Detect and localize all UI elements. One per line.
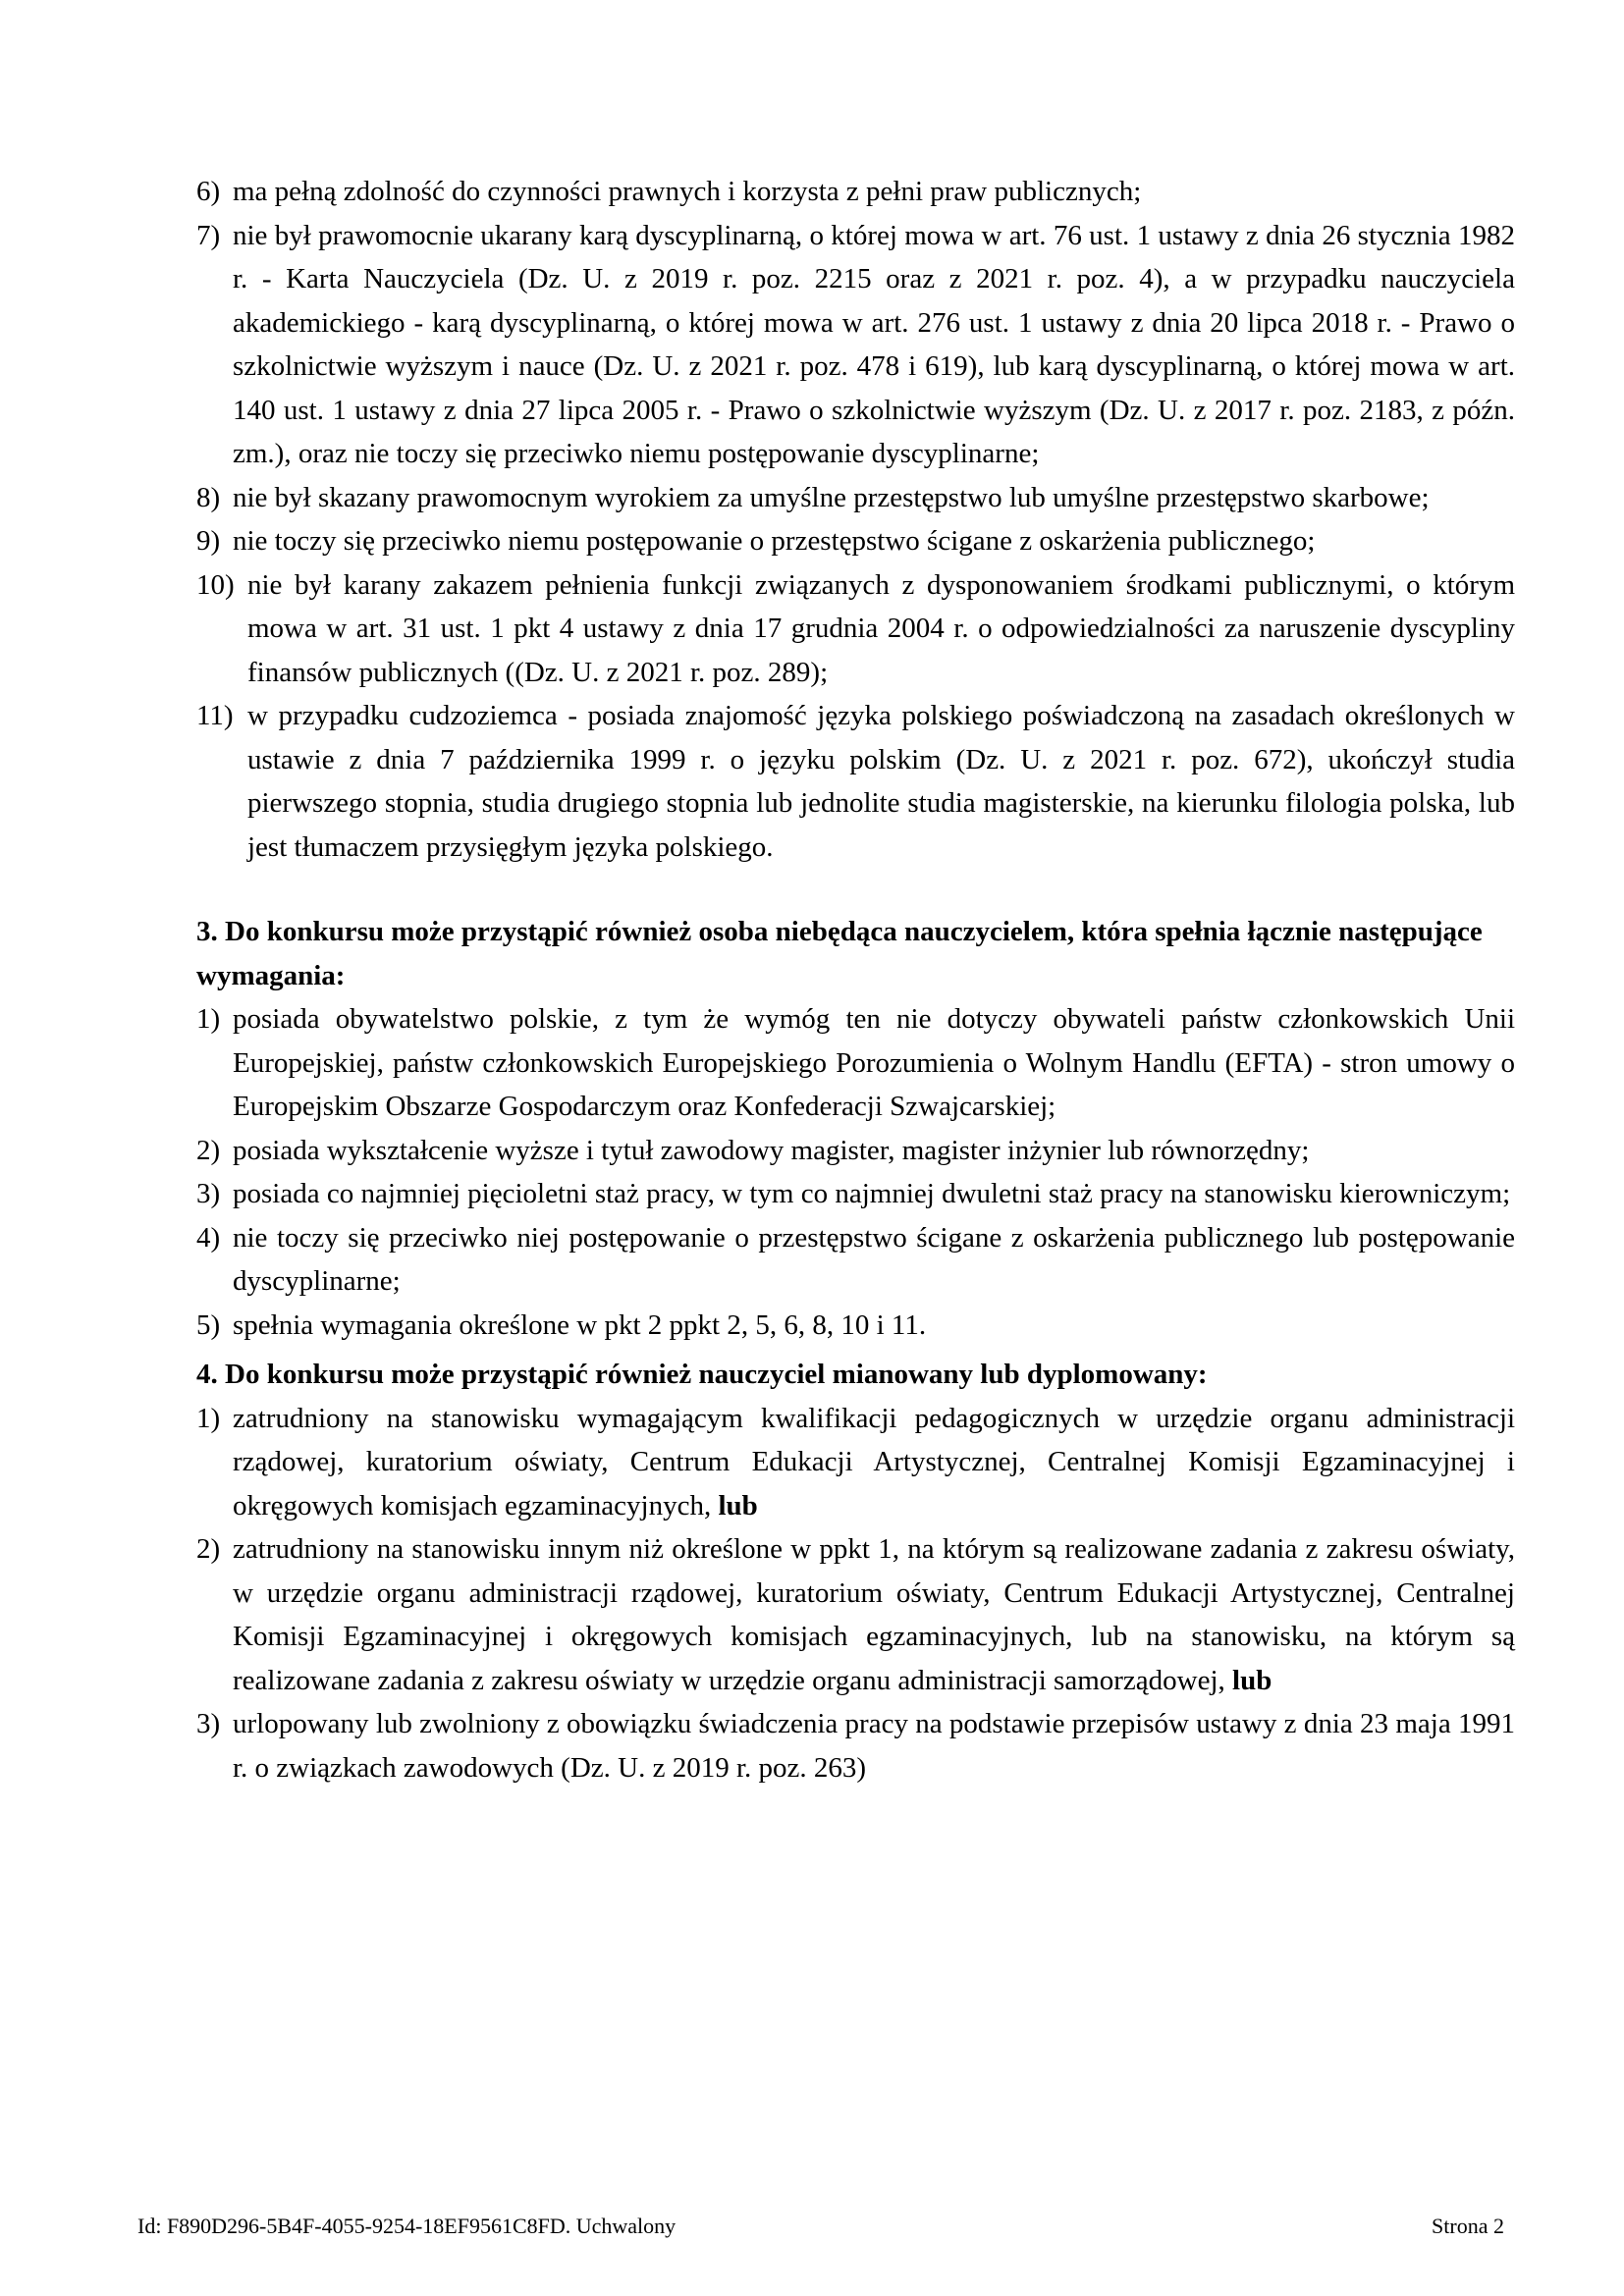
item-text: nie toczy się przeciwko niej postępowanie o przestępstwo ścigane z oskarżenia publicznego lub postępowanie dyscyplinarne; bbox=[233, 1221, 1515, 1297]
item-number: 2) bbox=[196, 1533, 221, 1565]
item-text: ma pełną zdolność do czynności prawnych i korzysta z pełni praw publicznych; bbox=[233, 176, 1142, 207]
item-number: 2) bbox=[196, 1134, 221, 1166]
list-item bbox=[196, 563, 1515, 695]
list-item bbox=[196, 1304, 1515, 1348]
item-number: 7) bbox=[196, 219, 221, 251]
list-item bbox=[196, 476, 1515, 520]
item-text: urlopowany lub zwolniony z obowiązku świadczenia pracy na podstawie przepisów ustawy z dnia 23 maja 1991 r. o związkach zawodowych (Dz. U. z 2019 r. poz. 263) bbox=[233, 1708, 1515, 1784]
section2-list bbox=[196, 170, 1515, 869]
section3-heading: 3. Do konkursu może przystąpić również osoba niebędąca nauczycielem, która spełnia łącznie następujące wymagania: bbox=[196, 916, 1483, 991]
section4-heading: 4. Do konkursu może przystąpić również nauczyciel mianowany lub dyplomowany: bbox=[196, 1359, 1208, 1390]
item-text: posiada obywatelstwo polskie, z tym że wymóg ten nie dotyczy obywateli państw członkowskich Unii Europejskiej, państw członkowskich Europejskiego Porozumienia o Wolnym Handlu (EFTA) - stron umowy o Europejskim Obszarze Gospodarczym oraz Konfederacji Szwajcarskiej; bbox=[233, 1003, 1515, 1122]
item-number: 9) bbox=[196, 525, 221, 557]
document-body bbox=[196, 170, 1515, 1789]
item-text: w przypadku cudzoziemca - posiada znajomość języka polskiego poświadczoną na zasadach określonych w ustawie z dnia 7 października 1999 r. o języku polskim (Dz. U. z 2021 r. poz. 672), ukończył studia pierwszego stopnia, studia drugiego stopnia lub jednolite studia magisterskie, na kierunku filologia polska, lub jest tłumaczem przysięgłym języka polskiego. bbox=[247, 700, 1515, 863]
item-text: nie był prawomocnie ukarany karą dyscyplinarną, o której mowa w art. 76 ust. 1 ustawy z dnia 26 stycznia 1982 r. - Karta Nauczyciela (Dz. U. z 2019 r. poz. 2215 oraz z 2021 r. poz. 4), a w przypadku nauczyciela akademickiego - karą dyscyplinarną, o której mowa w art. 276 ust. 1 ustawy z dnia 20 lipca 2018 r. - Prawo o szkolnictwie wyższym i nauce (Dz. U. z 2021 r. poz. 478 i 619), lub karą dyscyplinarną, o której mowa w art. 140 ust. 1 ustawy z dnia 27 lipca 2005 r. - Prawo o szkolnictwie wyższym (Dz. U. z 2017 r. poz. 2183, z późn. zm.), oraz nie toczy się przeciwko niemu postępowanie dyscyplinarne; bbox=[233, 219, 1515, 469]
item-bold-suffix: lub bbox=[718, 1489, 758, 1522]
list-item bbox=[196, 170, 1515, 214]
list-item bbox=[196, 1216, 1515, 1304]
item-number: 4) bbox=[196, 1221, 221, 1254]
item-number: 6) bbox=[196, 176, 221, 207]
list-item bbox=[196, 694, 1515, 869]
item-text: nie toczy się przeciwko niemu postępowanie o przestępstwo ścigane z oskarżenia publicznego; bbox=[233, 525, 1316, 557]
item-text: posiada wykształcenie wyższe i tytuł zawodowy magister, magister inżynier lub równorzędny; bbox=[233, 1134, 1310, 1166]
item-number: 1) bbox=[196, 1402, 221, 1434]
item-text: nie był karany zakazem pełnienia funkcji związanych z dysponowaniem środkami publicznymi, o którym mowa w art. 31 ust. 1 pkt 4 ustawy z dnia 17 grudnia 2004 r. o odpowiedzialności za naruszenie dyscypliny finansów publicznych ((Dz. U. z 2021 r. poz. 289); bbox=[247, 568, 1515, 688]
item-text: zatrudniony na stanowisku innym niż określone w ppkt 1, na którym są realizowane zadania z zakresu oświaty, w urzędzie organu administracji rządowej, kuratorium oświaty, Centrum Edukacji Artystycznej, Centralnej Komisji Egzaminacyjnej i okręgowych komisjach egzaminacyjnych, lub na stanowisku, na którym są realizowane zadania z zakresu oświaty w urzędzie organu administracji samorządowej, bbox=[233, 1533, 1515, 1696]
section4-list bbox=[196, 1397, 1515, 1790]
document-id: Id: F890D296-5B4F-4055-9254-18EF9561C8FD. Uchwalony bbox=[137, 2214, 677, 2238]
item-text: spełnia wymagania określone w pkt 2 ppkt 2, 5, 6, 8, 10 i 11. bbox=[233, 1308, 927, 1341]
item-number: 11) bbox=[196, 700, 234, 731]
list-item bbox=[196, 214, 1515, 476]
item-text: nie był skazany prawomocnym wyrokiem za umyślne przestępstwo lub umyślne przestępstwo skarbowe; bbox=[233, 481, 1430, 513]
page-number: Strona 2 bbox=[1432, 2214, 1504, 2238]
item-number: 3) bbox=[196, 1708, 221, 1739]
list-item bbox=[196, 1702, 1515, 1789]
item-number: 1) bbox=[196, 1003, 221, 1035]
list-item bbox=[196, 997, 1515, 1129]
item-number: 10) bbox=[196, 568, 235, 601]
item-number: 5) bbox=[196, 1308, 221, 1341]
item-text: posiada co najmniej pięcioletni staż pracy, w tym co najmniej dwuletni staż pracy na stanowisku kierowniczym; bbox=[233, 1178, 1511, 1209]
item-number: 8) bbox=[196, 481, 221, 513]
item-number: 3) bbox=[196, 1178, 221, 1209]
list-item bbox=[196, 1172, 1515, 1216]
section3-list bbox=[196, 997, 1515, 1347]
item-text: zatrudniony na stanowisku wymagającym kwalifikacji pedagogicznych w urzędzie organu administracji rządowej, kuratorium oświaty, Centrum Edukacji Artystycznej, Centralnej Komisji Egzaminacyjnej i okręgowych komisjach egzaminacyjnych, bbox=[233, 1402, 1515, 1522]
list-item bbox=[196, 1129, 1515, 1173]
list-item bbox=[196, 1527, 1515, 1702]
list-item bbox=[196, 1397, 1515, 1528]
item-bold-suffix: lub bbox=[1232, 1664, 1272, 1696]
list-item bbox=[196, 519, 1515, 563]
